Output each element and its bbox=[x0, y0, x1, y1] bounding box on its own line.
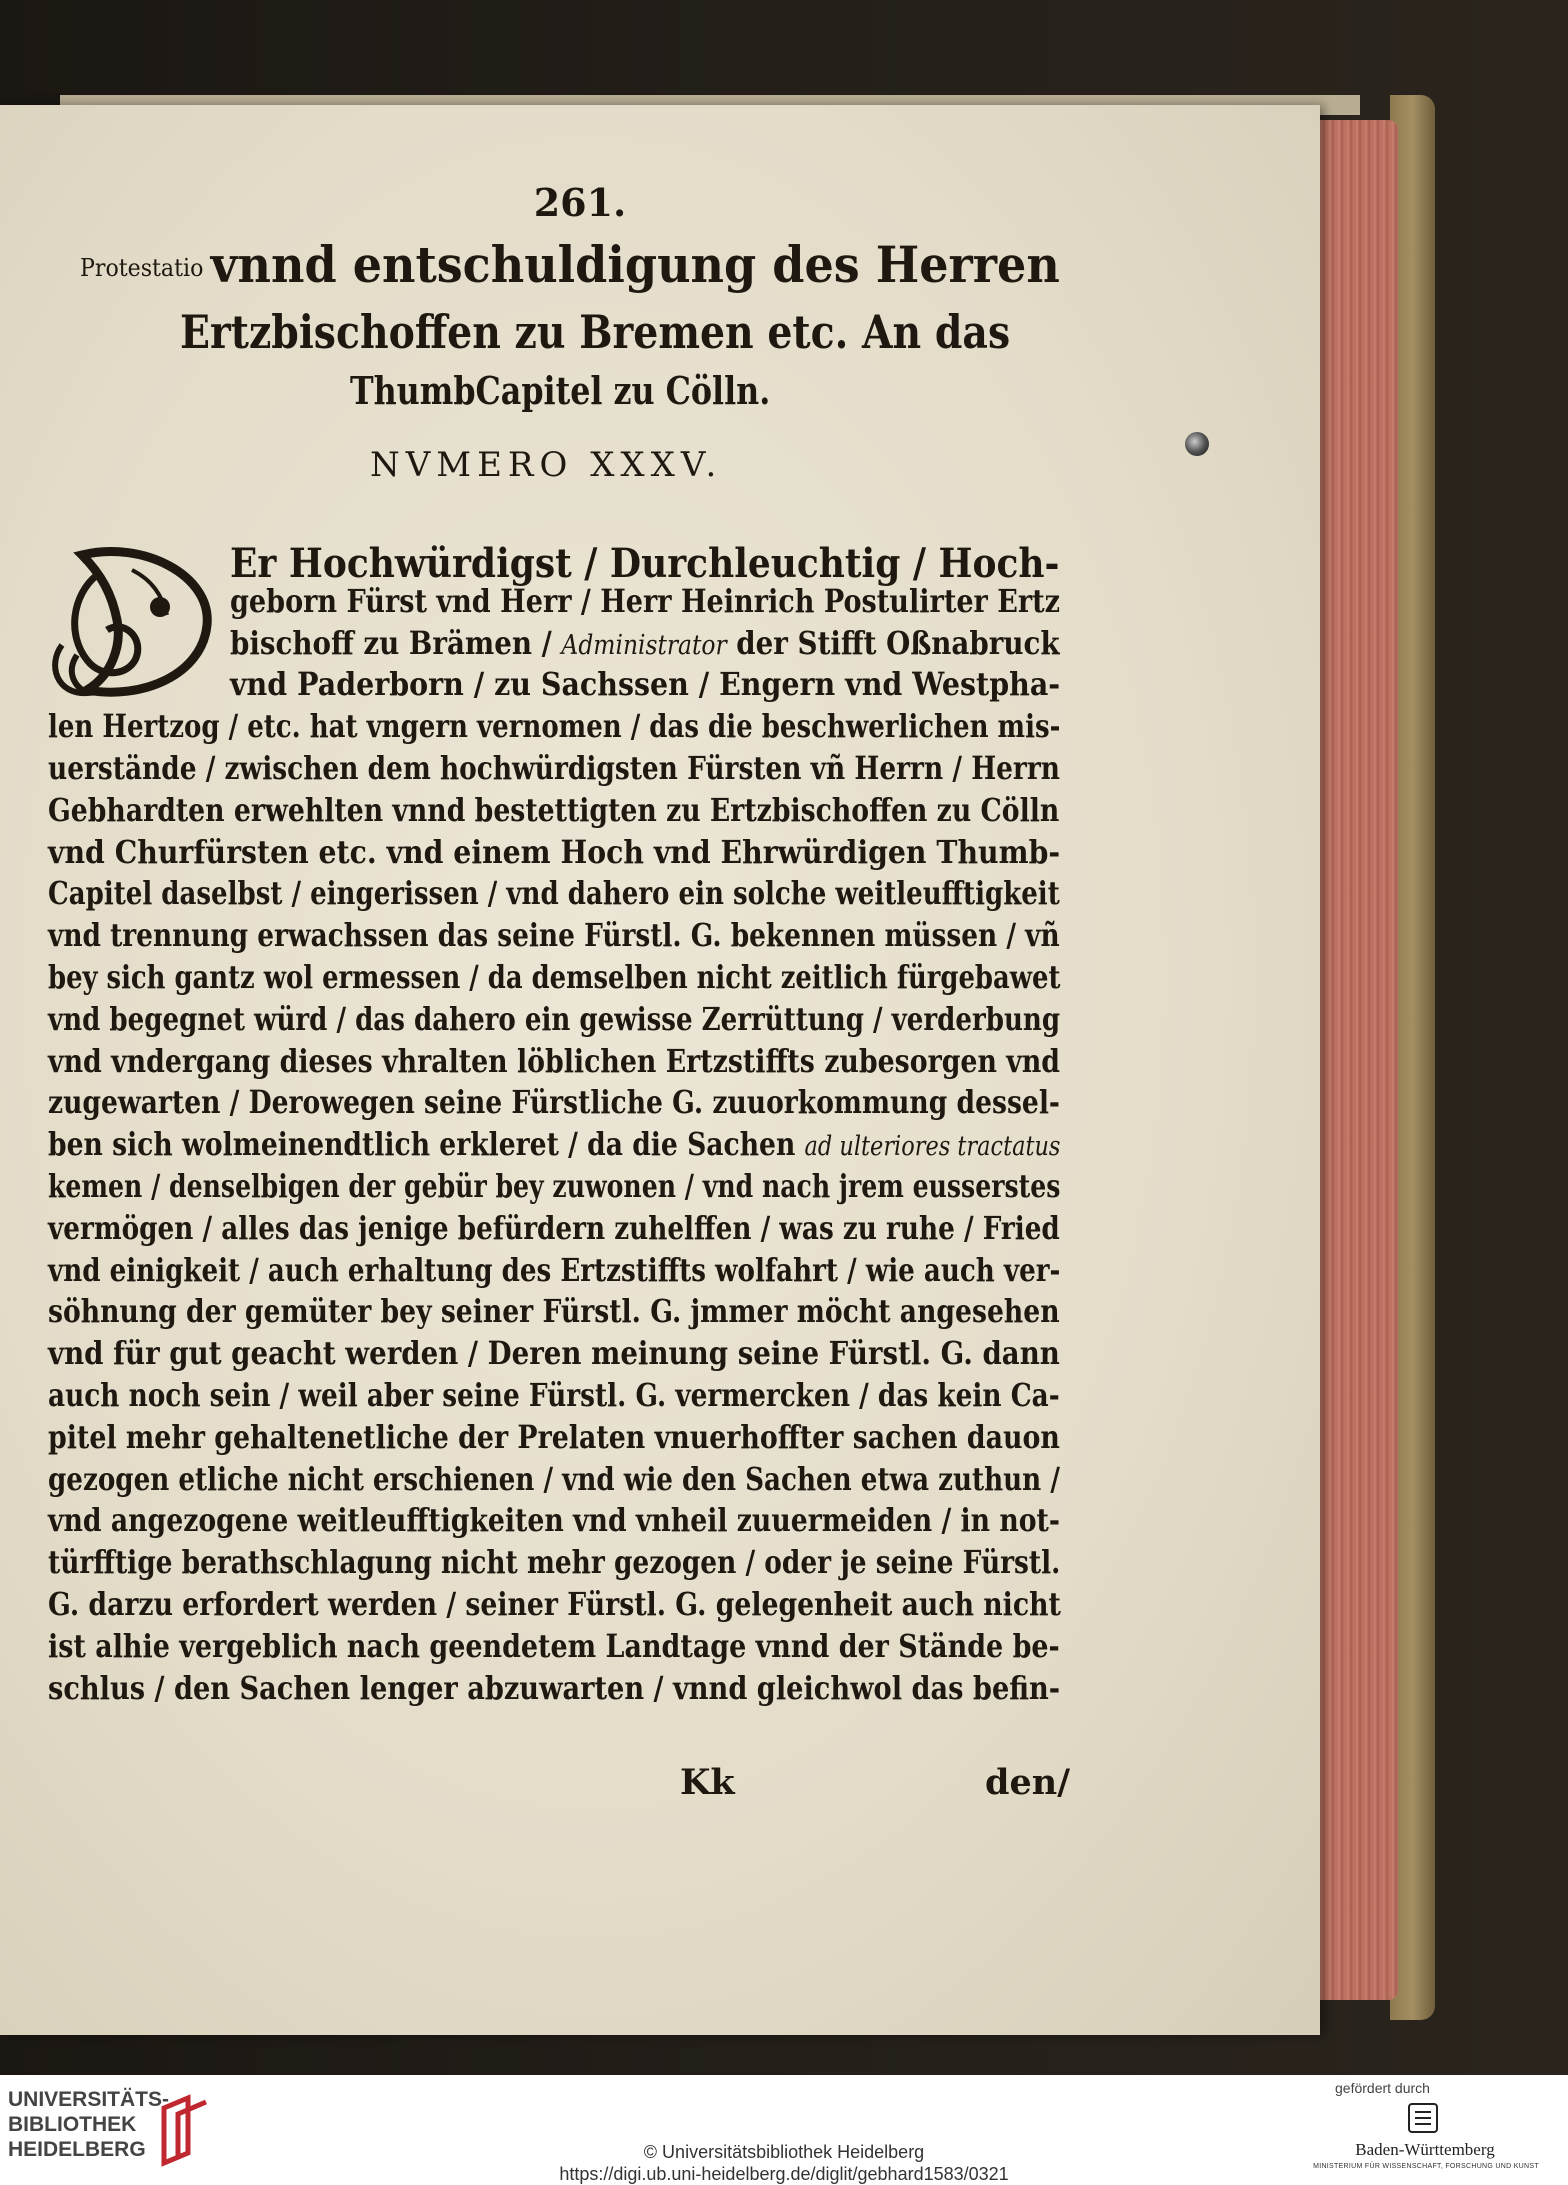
text-line bbox=[48, 1125, 1061, 1164]
text-line bbox=[48, 790, 1060, 829]
pin-mark bbox=[1185, 432, 1209, 456]
text-line bbox=[48, 1417, 1060, 1456]
text-line-main: vermögen / alles das jenige befürdern zuhelffen / was zu ruhe / Fried bbox=[48, 1208, 1060, 1247]
text-line-main: auch noch sein / weil aber seine Fürstl. G. vermercken / das kein Ca- bbox=[48, 1376, 1060, 1414]
text-line bbox=[48, 1250, 1061, 1289]
text-line bbox=[48, 749, 1060, 787]
text-line bbox=[230, 540, 1060, 587]
text-line bbox=[48, 1376, 1060, 1414]
text-line-main: G. darzu erfordert werden / seiner Fürstl. G. gelegenheit auch nicht bbox=[48, 1585, 1061, 1623]
signature-mark: Kk bbox=[680, 1762, 735, 1803]
decorated-initial-d-icon bbox=[42, 535, 222, 705]
text-line-main: Er Hochwürdigst / Durchleuchtig / Hoch- bbox=[230, 540, 1060, 587]
text-line-main: gezogen etliche nicht erschienen / vnd wie den Sachen etwa zuthun / bbox=[48, 1459, 1060, 1498]
title-line-1 bbox=[80, 235, 1060, 294]
sponsor-name: Baden-Württemberg bbox=[1355, 2140, 1495, 2159]
text-line-main: len Hertzog / etc. hat vngern vernomen / das die beschwerlichen mis- bbox=[48, 707, 1061, 746]
sponsor-ministry: MINISTERIUM FÜR WISSENSCHAFT, FORSCHUNG UND KUNST bbox=[1313, 2163, 1539, 2170]
text-line-main: vnd Churfürsten etc. vnd einem Hoch vnd Ehrwürdigen Thumb- bbox=[48, 832, 1061, 871]
text-line-main: kemen / denselbigen der gebür bey zuwonen / vnd nach jrem eusserstes bbox=[48, 1167, 1061, 1205]
text-line bbox=[48, 1041, 1061, 1080]
text-line-main: vnd angezogene weitleufftigkeiten vnd vnheil zuuermeiden / in not- bbox=[48, 1501, 1060, 1540]
text-line-latin: ad ulteriores tractatus bbox=[804, 1131, 1061, 1163]
text-line-main: Gebhardten erwehlten vnnd bestettigten zu Ertzbischoffen zu Cölln bbox=[48, 790, 1060, 829]
text-line-main: uerstände / zwischen dem hochwürdigsten Fürsten vñ Herrn / Herrn bbox=[48, 749, 1060, 787]
permalink-url[interactable]: https://digi.ub.uni-heidelberg.de/diglit/gebhard1583/0321 bbox=[559, 2164, 1009, 2184]
margin-label: Protestatio bbox=[80, 254, 204, 282]
text-line-main: zugewarten / Derowegen seine Fürstliche G. zuuorkommung dessel- bbox=[48, 1083, 1060, 1122]
text-line bbox=[48, 1334, 1060, 1373]
title-line-3: ThumbCapitel zu Cölln. bbox=[350, 368, 771, 413]
text-line-main: vnd trennung erwachssen das seine Fürstl. G. bekennen müssen / vñ bbox=[48, 916, 1060, 955]
text-line-main: Capitel daselbst / eingerissen / vnd dahero ein solche weitleufftigkeit bbox=[48, 874, 1060, 913]
text-line bbox=[48, 1292, 1060, 1331]
text-line-main: vnd für gut geacht werden / Deren meinung seine Fürstl. G. dann bbox=[48, 1334, 1060, 1373]
text-line bbox=[230, 665, 1061, 704]
text-line-main: vnd Paderborn / zu Sachssen / Engern vnd Westpha- bbox=[230, 665, 1061, 704]
text-line bbox=[48, 874, 1060, 913]
library-logo-line-2: BIBLIOTHEK bbox=[8, 2113, 137, 2136]
text-line bbox=[48, 1167, 1061, 1205]
text-line-main: geborn Fürst vnd Herr / Herr Heinrich Postulirter Ertz bbox=[230, 581, 1061, 620]
text-line bbox=[48, 1543, 1061, 1582]
text-line-main: vnd einigkeit / auch erhaltung des Ertzstiffts wolfahrt / wie auch ver- bbox=[48, 1250, 1061, 1289]
state-crest-icon bbox=[1403, 2100, 1443, 2136]
text-line bbox=[48, 1208, 1060, 1247]
text-line-main: türfftige berathschlagung nicht mehr gezogen / oder je seine Fürstl. bbox=[48, 1543, 1061, 1582]
text-line bbox=[230, 623, 1060, 662]
text-line-main: ben sich wolmeinendtlich erkleret / da die Sachen bbox=[48, 1125, 805, 1164]
text-line bbox=[48, 958, 1061, 996]
text-line bbox=[230, 581, 1061, 620]
text-line bbox=[48, 1626, 1060, 1665]
sponsor-label: gefördert durch bbox=[1335, 2080, 1430, 2096]
text-line bbox=[48, 999, 1061, 1038]
text-line bbox=[48, 1585, 1061, 1623]
text-line-main: bischoff zu Brämen / bbox=[230, 623, 562, 662]
page-block-edge bbox=[1318, 120, 1398, 2000]
text-line bbox=[48, 707, 1061, 746]
text-line-tail: der Stifft Oßnabruck bbox=[726, 623, 1060, 662]
copyright-text: © Universitätsbibliothek Heidelberg bbox=[643, 2142, 925, 2162]
text-line-main: ist alhie vergeblich nach geendetem Landtage vnnd der Stände be- bbox=[48, 1626, 1060, 1665]
numero-heading: NVMERO XXXV. bbox=[370, 445, 723, 485]
library-logo-line-1: UNIVERSITÄTS- bbox=[8, 2088, 170, 2111]
text-line bbox=[48, 1668, 1061, 1707]
text-line bbox=[48, 1083, 1060, 1122]
page-number: 261. bbox=[533, 180, 627, 225]
text-line bbox=[48, 1459, 1060, 1498]
title-line-1-text: vnnd entschuldigung des Herren bbox=[210, 235, 1060, 294]
text-line-main: söhnung der gemüter bey seiner Fürstl. G. jmmer möcht angesehen bbox=[48, 1292, 1060, 1331]
text-line-main: vnd vndergang dieses vhralten löblichen Ertzstiffts zubesorgen vnd bbox=[48, 1041, 1061, 1080]
text-line-main: vnd begegnet würd / das dahero ein gewisse Zerrüttung / verderbung bbox=[48, 999, 1061, 1038]
library-logo-line-3: HEIDELBERG bbox=[8, 2138, 146, 2161]
text-line bbox=[48, 916, 1060, 955]
text-line-main: schlus / den Sachen lenger abzuwarten / vnnd gleichwol das befin- bbox=[48, 1668, 1061, 1707]
title-line-2: Ertzbischoffen zu Bremen etc. An das bbox=[180, 305, 1011, 359]
text-line-main: bey sich gantz wol ermessen / da demselben nicht zeitlich fürgebawet bbox=[48, 958, 1061, 996]
text-line bbox=[48, 1501, 1060, 1540]
catchword: den/ bbox=[985, 1762, 1070, 1803]
text-line-main: pitel mehr gehaltenetliche der Prelaten vnuerhoffter sachen dauon bbox=[48, 1417, 1060, 1456]
text-line bbox=[48, 832, 1061, 871]
text-line-latin: Administrator bbox=[561, 629, 727, 661]
